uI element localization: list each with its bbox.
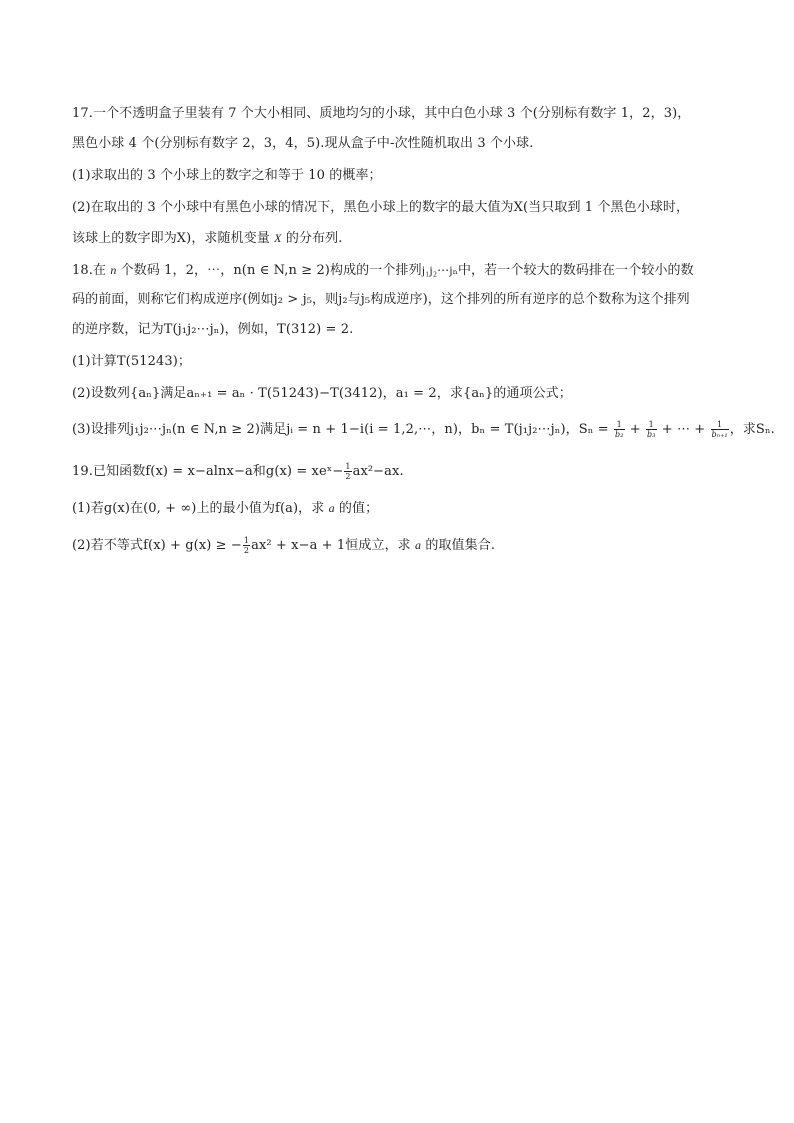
q18-line-1: [72, 262, 694, 279]
q19-text-a: 19.已知函数f(x) = x−alnx−a和g(x) = xeˣ−: [72, 464, 344, 479]
fraction-numerator: 1: [243, 536, 250, 545]
q18-part-1: (1)计算T(51243)；: [72, 354, 191, 369]
q17-part-2-text-a: 该球上的数字即为X)，求随机变量: [72, 231, 275, 246]
q17-part-1: (1)求取出的 3 个小球上的数字之和等于 10 的概率；: [72, 168, 382, 183]
q18-part-3: [72, 420, 775, 439]
q18-permutation: j₁j₂⋯jₙ: [421, 263, 458, 277]
q19-fraction: [344, 462, 351, 481]
q18-line-3: 的逆序数，记为T(j₁j₂⋯jₙ)，例如，T(312) = 2.: [72, 322, 354, 337]
q19-line-1: [72, 462, 404, 481]
fraction-denominator: 2: [345, 472, 351, 481]
ellipsis-plus: + ⋯ +: [657, 422, 710, 437]
plus-sign: +: [625, 422, 645, 437]
fraction-numerator: 1: [345, 462, 351, 471]
q18-text-c: 中，若一个较大的数码排在一个较小的数: [457, 263, 694, 278]
q17-line-1: 17.一个不透明盒子里装有 7 个大小相同、质地均匀的小球，其中白色小球 3 个(分别标有数字 1，2，3)，: [72, 106, 691, 121]
q19-text-b: ax²−ax.: [352, 464, 404, 479]
q18-fraction-3: [711, 420, 729, 439]
q19-variable-a: a: [328, 501, 335, 515]
q18-part-2: (2)设数列{aₙ}满足aₙ₊₁ = aₙ · T(51243)−T(3412)，a₁ = 2，求{aₙ}的通项公式；: [72, 386, 572, 401]
fraction-denominator: 2: [243, 546, 250, 555]
q17-part-2-line-1: (2)在取出的 3 个小球中有黑色小球的情况下，黑色小球上的数字的最大值为X(当只取到 1 个黑色小球时，: [72, 200, 690, 215]
fraction-numerator: 1: [614, 420, 625, 430]
q18-part-3-text-a: (3)设排列j₁j₂⋯jₙ(n ∈ N,n ≥ 2)满足jᵢ = n + 1−i(i = 1,2,⋯，n)，bₙ = T(j₁j₂⋯jₙ)，Sₙ =: [72, 422, 613, 437]
fraction-denominator: b₃: [646, 430, 656, 439]
q19-variable-a: a: [415, 538, 422, 552]
q18-fraction-1: [614, 420, 625, 439]
q19-part-2-text-a: (2)若不等式f(x) + g(x) ≥ −: [72, 538, 242, 553]
q17-part-2-text-b: 的分布列.: [281, 231, 343, 246]
document-page: [72, 0, 775, 1123]
q19-part-1: [72, 500, 378, 517]
fraction-numerator: 1: [711, 420, 729, 430]
q19-part-2-text-c: 的取值集合.: [421, 538, 496, 553]
q18-variable-n: n: [110, 263, 117, 277]
q19-part-2: [72, 536, 495, 555]
q18-part-3-text-b: ，求Sₙ.: [729, 422, 775, 437]
q19-part-1-text-a: (1)若g(x)在(0, + ∞)上的最小值为f(a)，求: [72, 501, 329, 516]
q19-part-1-text-b: 的值；: [334, 501, 379, 516]
fraction-numerator: 1: [646, 420, 657, 430]
q19-part-2-fraction: [243, 536, 250, 555]
q17-part-2-line-2: [72, 230, 342, 247]
fraction-denominator: bₙ₊₁: [711, 430, 728, 439]
q18-text-b: 个数码 1，2，⋯，n(n ∈ N,n ≥ 2)构成的一个排列: [116, 263, 422, 278]
q19-part-2-text-b: ax² + x−a + 1恒成立，求: [251, 538, 415, 553]
q17-line-2: 黑色小球 4 个(分别标有数字 2，3，4，5).现从盒子中-次性随机取出 3 个小球.: [72, 136, 534, 151]
fraction-denominator: b₂: [614, 430, 624, 439]
q18-line-2: 码的前面，则称它们构成逆序(例如j₂ > j₅，则j₂与j₅构成逆序)，这个排列的所有逆序的总个数称为这个排列: [72, 292, 690, 307]
q18-text-a: 18.在: [72, 263, 111, 278]
q18-fraction-2: [646, 420, 657, 439]
q17-variable-x: X: [274, 231, 282, 245]
